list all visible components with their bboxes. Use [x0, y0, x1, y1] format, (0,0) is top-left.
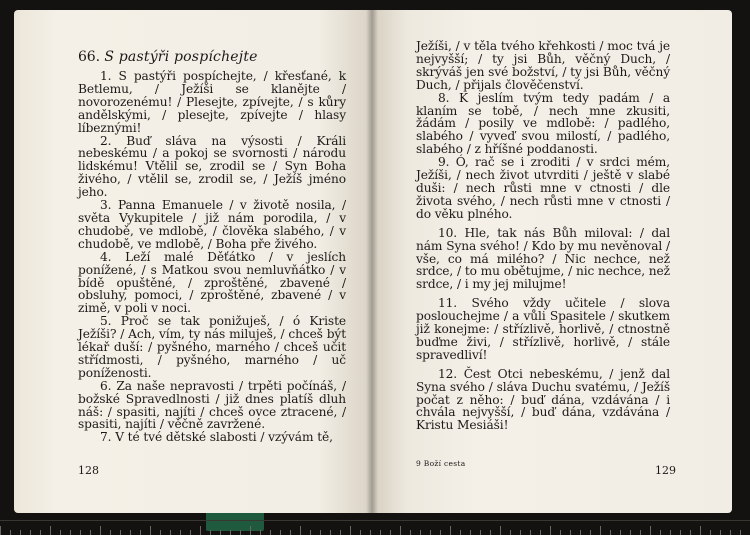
hymn-number: 66.	[78, 49, 100, 65]
verse-12: 12. Čest Otci nebeskému, / jenž dal Syna svého / sláva Duchu svatému, / Ježíš počat z něho: / buď dána, vzdávána / i chvála nejvyšší, / buď dána, vzdávána / Kristu Mesiáši!	[416, 366, 670, 433]
ruler-tick	[120, 530, 121, 535]
verse-8: 8. K jeslím tvým tedy padám / a klaním se tobě, / nech mne zkusiti, žádám / posily ve mdlobě: / padlého, slabého / vyveď svou milostí, / padlého, slabého / z hříšné poddanosti.	[416, 90, 670, 157]
ruler-tick	[530, 530, 531, 535]
verse-2: 2. Buď sláva na výsosti / Králi nebeskému / a pokoj se svornosti / národu lidskému! Vtělil se, zrodil se / Syn Boha živého, / vtělil se, zrodil se, / Ježíš jméno jeho.	[78, 133, 346, 200]
ruler-tick	[30, 530, 31, 535]
left-page	[14, 10, 372, 513]
ruler-tick	[320, 530, 321, 535]
ruler-tick	[210, 530, 211, 535]
ruler-strip	[0, 520, 750, 535]
verse-3: 3. Panna Emanuele / v životě nosila, / světa Vykupitele / již nám porodila, / v chudobě, ve mdlobě, / člověka slabého, / v chudobě, ve mdlobě, / Boha pře živého.	[78, 198, 346, 251]
right-page	[372, 10, 732, 513]
left-text-block	[78, 49, 346, 444]
verse-10: 10. Hle, tak nás Bůh miloval: / dal nám Syna svého! / Kdo by mu nevěnoval / vše, co má milého? / Nic nechce, než srdce, / to mu obětujme, / nic nechce, než srdce, / i my jej milujme!	[416, 225, 670, 292]
verse-7-start: 7. V té tvé dětské slabosti / vzývám tě,	[100, 430, 333, 445]
ruler-tick	[700, 526, 701, 535]
ruler-tick	[290, 530, 291, 535]
ruler-tick	[40, 530, 41, 535]
hymn-title-text: S pastýři pospíchejte	[104, 49, 258, 65]
ruler-tick	[220, 530, 221, 535]
ruler-tick	[130, 530, 131, 535]
ruler-tick	[150, 526, 151, 535]
book-spine-shadow	[366, 10, 378, 513]
ruler-tick	[670, 530, 671, 535]
ruler-tick	[390, 530, 391, 535]
ruler-tick	[730, 530, 731, 535]
right-text-block	[416, 40, 670, 432]
ruler-tick	[360, 530, 361, 535]
verse-1: 1. S pastýři pospíchejte, / křesťané, k Betlemu, / Ježíši se klanějte / novorozenému! / Plesejte, zpívejte, / s kůry andělskými, / plesejte, zpívejte / hlasy líbeznými!	[78, 69, 346, 135]
ruler-tick	[610, 530, 611, 535]
ruler-tick	[230, 530, 231, 535]
ruler-tick	[160, 530, 161, 535]
ruler-tick	[540, 530, 541, 535]
ruler-tick	[640, 530, 641, 535]
ruler-tick	[440, 530, 441, 535]
ruler-tick	[70, 530, 71, 535]
ruler-tick	[450, 526, 451, 535]
ruler-tick	[80, 530, 81, 535]
ruler-tick	[510, 530, 511, 535]
ruler-tick	[430, 530, 431, 535]
ruler-tick	[110, 530, 111, 535]
ruler-tick	[200, 526, 201, 535]
ruler-tick	[330, 530, 331, 535]
ruler-tick	[560, 530, 561, 535]
ruler-tick	[460, 530, 461, 535]
ruler-tick	[100, 526, 101, 535]
verse-6: 6. Za naše nepravosti / trpěti počínáš, / božské Spravedlnosti / již dnes platíš dluh náš: / spasiti, najíti / chceš ovce ztracené, / spasiti, najíti / věčně zavržené.	[78, 378, 346, 432]
ruler-tick	[50, 526, 51, 535]
ruler-tick	[710, 530, 711, 535]
ruler-tick	[650, 526, 651, 535]
ruler-tick	[570, 530, 571, 535]
ruler-tick	[170, 530, 171, 535]
verse-11: 11. Svého vždy učitele / slova poslouchejme / a vůli Spasitele / skutkem již konejme: / střízlivě, horlivě, / ctnostně buďme živi, / střízlivě, horlivě, / stále spravedliví!	[416, 296, 670, 362]
ruler-tick	[350, 526, 351, 535]
page-number-right: 129	[655, 464, 676, 477]
ruler-tick	[590, 530, 591, 535]
ruler-tick	[740, 530, 741, 535]
verse-4: 4. Leží malé Děťátko / v jeslích ponížené, / s Matkou svou nemluvňátko / v bídě opuštěné, / zproštěné, zbavené / obsluhy, pomoci, / zproštěné, zbavené / v zimě, v poli v noci.	[78, 249, 346, 316]
verse-7-end: Ježíši, / v těla tvého křehkosti / moc tvá je nejvyšší; / ty jsi Bůh, věčný Duch, / skrýváš jen své božství, / ty jsi Bůh, věčný Duch, / přijals člověčenství.	[416, 39, 670, 92]
ruler-tick	[680, 530, 681, 535]
ruler-tick	[400, 526, 401, 535]
ruler-tick	[180, 530, 181, 535]
ruler-tick	[660, 530, 661, 535]
ruler-tick	[10, 530, 11, 535]
printer-signature-mark: 9 Boží cesta	[416, 459, 466, 468]
ruler-tick	[90, 530, 91, 535]
ruler-tick	[190, 530, 191, 535]
ruler-tick	[470, 530, 471, 535]
ruler-tick	[630, 530, 631, 535]
ruler-tick	[550, 526, 551, 535]
ruler-tick	[280, 530, 281, 535]
ruler-tick	[490, 530, 491, 535]
ruler-tick	[310, 530, 311, 535]
ruler-tick	[720, 530, 721, 535]
ruler-tick	[580, 530, 581, 535]
verse-5: 5. Proč se tak ponižuješ, / ó Kriste Ježíši? / Ach, vím, ty nás miluješ, / chceš být lékař duší: / pyšného, marného / chceš učit střídmosti, / pyšného, marného / uč poníženosti.	[78, 314, 346, 380]
ruler-tick	[600, 526, 601, 535]
ruler-tick	[140, 530, 141, 535]
ruler-tick	[60, 530, 61, 535]
ruler-tick	[270, 530, 271, 535]
ruler-tick	[410, 530, 411, 535]
ruler-tick	[690, 530, 691, 535]
ruler-tick	[260, 530, 261, 535]
ruler-tick	[420, 530, 421, 535]
page-number-left: 128	[78, 464, 99, 477]
ruler-tick	[0, 526, 1, 535]
ruler-tick	[340, 530, 341, 535]
ruler-tick	[620, 530, 621, 535]
ruler-tick	[480, 530, 481, 535]
hymn-title	[78, 49, 346, 65]
ruler-tick	[520, 530, 521, 535]
ruler-tick	[370, 530, 371, 535]
ruler-tick	[20, 530, 21, 535]
ruler-tick	[300, 526, 301, 535]
ruler-tick	[500, 526, 501, 535]
ruler-tick	[240, 530, 241, 535]
ruler-tick	[380, 530, 381, 535]
verse-9: 9. Ó, rač se i zroditi / v srdci mém, Ježíši, / nech život utvrditi / ještě v slabé duši: / nech růsti mne v ctnosti / dle života svého, / nech růsti mne v ctnosti / do věku plného.	[416, 155, 670, 221]
ruler-tick	[250, 526, 251, 535]
